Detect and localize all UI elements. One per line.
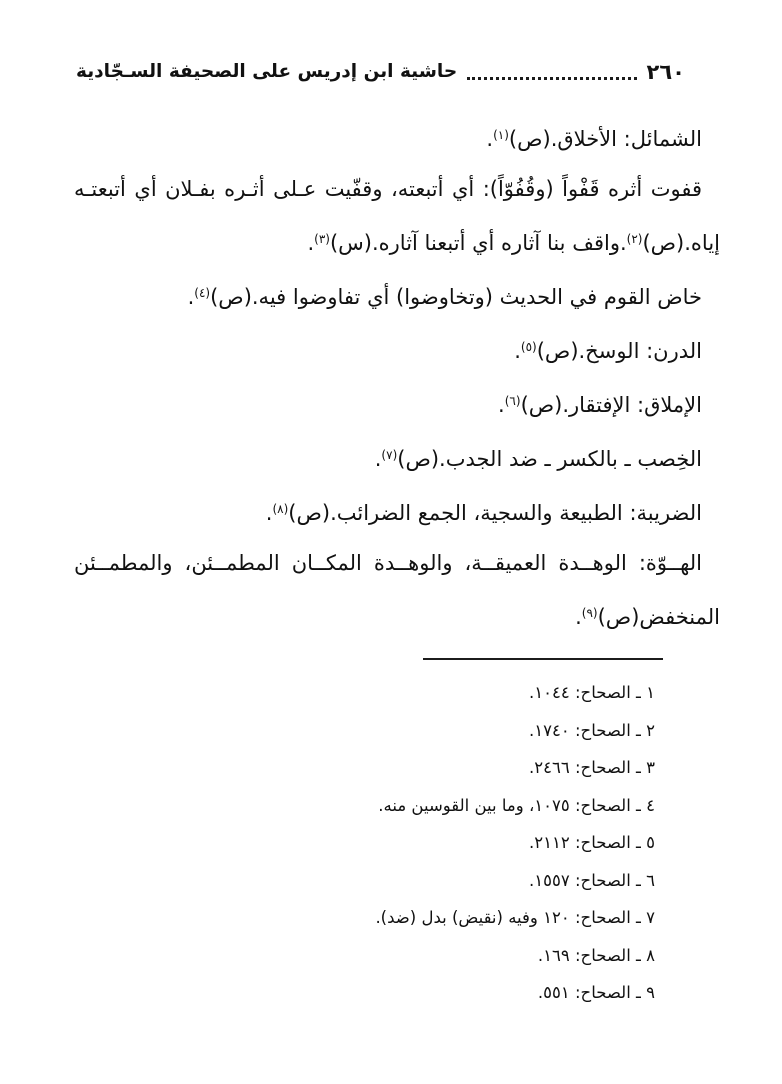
text-run: الضريبة: الطبيعة والسجية، الجمع الضرائب.(ص) [288, 501, 702, 526]
running-header [0, 0, 782, 84]
text-run: الإملاق: الإفتقار.(ص) [520, 393, 702, 418]
footnote-item: ٥ ـ الصحاح: ٢١١٢. [529, 833, 655, 853]
paragraph [74, 268, 720, 322]
text-run: قفوت أثره قَفْواً (وقُفُوّاً): أي أتبعته، وقفّيت عـلى أثـره بفـلان أي أتبعتـه إياه.(ص) [74, 177, 720, 256]
footnote-marker: (٥) [520, 340, 537, 355]
text-run: . [307, 231, 315, 256]
paragraph [74, 110, 720, 164]
text-run: الدرن: الوسخ.(ص) [536, 339, 702, 364]
paragraph [74, 430, 720, 484]
footnote-marker: (١) [493, 128, 509, 143]
footnote-item: ٧ ـ الصحاح: ١٢٠ وفيه (نقيض) بدل (ضد). [375, 908, 655, 928]
paragraph [74, 376, 720, 430]
text-run: . [514, 339, 521, 364]
footnote-separator [423, 658, 663, 660]
text-run: الهــوّة: الوهــدة العميقــة، والوهــدة المكــان المطمــئن، والمطمــئن المنخفض(ص) [74, 551, 720, 630]
footnote-item: ٩ ـ الصحاح: ٥٥١. [537, 983, 655, 1003]
text-run: الشمائل: الأخلاق.(ص) [508, 127, 702, 152]
page-number: ٢٦٠ [646, 59, 685, 84]
footnote-marker: (٢) [626, 232, 643, 247]
footnote-item: ٢ ـ الصحاح: ١٧٤٠. [529, 720, 655, 740]
footnote-marker: (٦) [504, 394, 521, 409]
footnote-list [0, 672, 782, 1012]
book-title: حاشية ابن إدريس على الصحيفة السـجّادية [76, 61, 458, 82]
footnote-marker: (٧) [381, 448, 398, 463]
footnote-item: ٦ ـ الصحاح: ١٥٥٧. [529, 870, 655, 890]
paragraph [74, 484, 720, 538]
text-run: .واقف بنا آثاره أي أتبعنا آثاره.(س) [329, 231, 627, 256]
paragraph [74, 538, 720, 642]
dotted-leader [467, 77, 636, 80]
text-run: الخِصب ـ بالكسر ـ ضد الجدب.(ص) [397, 447, 702, 472]
text-run: . [575, 605, 582, 630]
text-run: . [486, 127, 494, 152]
text-run: . [187, 285, 195, 310]
footnote-item: ٣ ـ الصحاح: ٢٤٦٦. [529, 758, 655, 778]
body-text [0, 84, 782, 642]
text-run: . [265, 501, 273, 526]
footnote-marker: (٣) [314, 232, 330, 247]
text-run: . [374, 447, 382, 472]
footnote-marker: (٤) [194, 286, 211, 301]
footnote-item: ٨ ـ الصحاح: ١٦٩. [537, 945, 655, 965]
paragraph [74, 322, 720, 376]
text-run: خاض القوم في الحديث (وتخاوضوا) أي تفاوضوا فيه.(ص) [210, 285, 702, 310]
text-run: . [498, 393, 505, 418]
footnote-item: ٤ ـ الصحاح: ١٠٧٥، وما بين القوسين منه. [378, 795, 655, 815]
footnote-marker: (٩) [581, 606, 598, 621]
footnote-marker: (٨) [272, 502, 289, 517]
footnote-item: ١ ـ الصحاح: ١٠٤٤. [529, 683, 655, 703]
paragraph [74, 164, 720, 268]
